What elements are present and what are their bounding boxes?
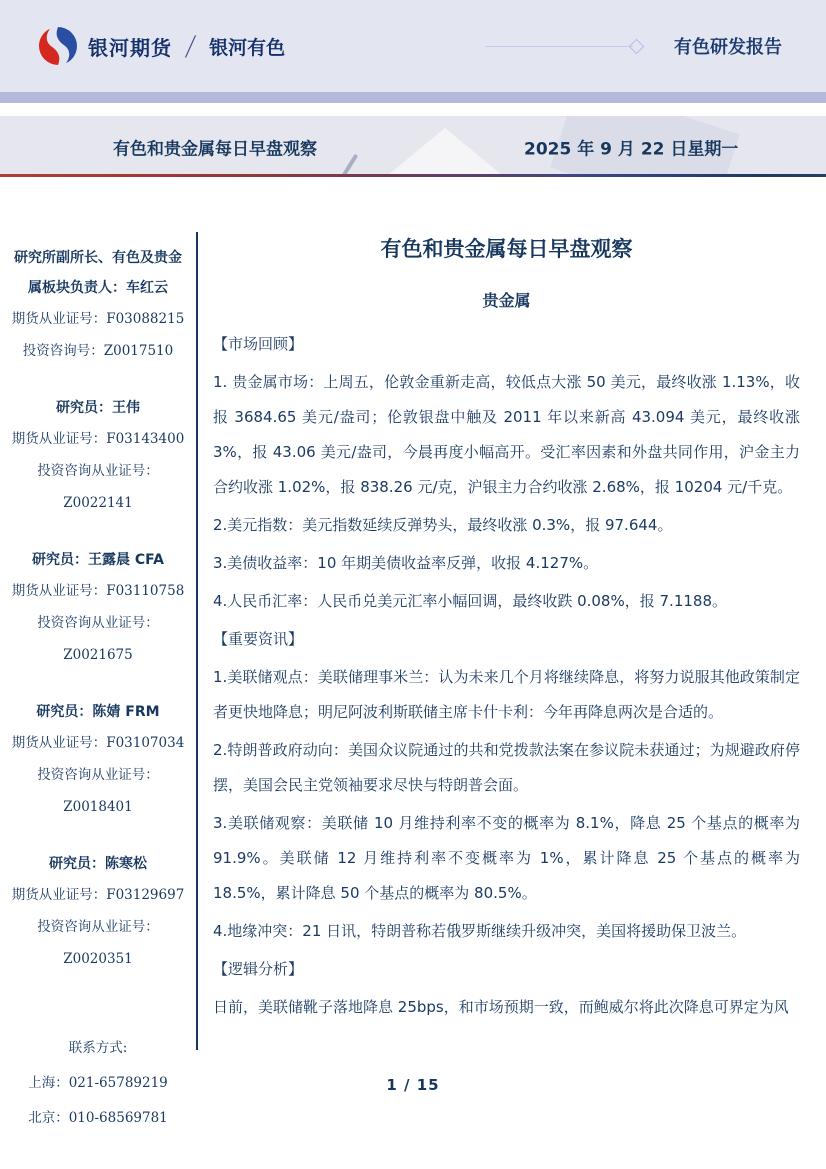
researcher-block <box>2 243 194 367</box>
report-title: 有色和贵金属每日早盘观察 <box>380 237 633 261</box>
credential-line: Z0018401 <box>63 799 133 815</box>
researcher-title: 研究员：王露晨 CFA <box>32 552 164 568</box>
credential-line: 期货从业证号：F03110758 <box>11 583 185 599</box>
researcher-title: 研究员：陈寒松 <box>49 856 147 872</box>
section-heading-market-review: 【市场回顾】 <box>213 335 304 353</box>
researcher-title: 研究员：王伟 <box>56 400 140 416</box>
header-accent-strip <box>0 92 826 103</box>
credential-line: 投资咨询从业证号： <box>37 463 159 479</box>
paragraph: 3.美债收益率：10 年期美债收益率反弹，收报 4.127%。 <box>213 554 599 572</box>
paragraph: 2.美元指数：美元指数延续反弹势头，最终收涨 0.3%，报 97.644。 <box>213 516 673 534</box>
banner-date: 2025 年 9 月 22 日星期一 <box>524 139 739 159</box>
credential-line: Z0021675 <box>63 647 133 663</box>
researcher-block <box>2 849 194 975</box>
report-type-label: 有色研发报告 <box>674 37 782 58</box>
researcher-block <box>2 697 194 823</box>
contact-title: 联系方式: <box>68 1040 128 1056</box>
banner-gradient-rule <box>0 174 826 177</box>
credential-line: 投资咨询号：Z0017510 <box>22 343 174 359</box>
section-heading-logic-analysis: 【逻辑分析】 <box>213 960 304 978</box>
brand-slash-separator: / <box>183 30 198 62</box>
galaxy-logo-icon <box>38 26 78 66</box>
banner-title: 有色和贵金属每日早盘观察 <box>113 139 317 159</box>
paragraph: 4.地缘冲突：21 日讯，特朗普称若俄罗斯继续升级冲突，美国将援助保卫波兰。 <box>213 922 747 940</box>
researcher-block <box>2 393 194 519</box>
credential-line: Z0020351 <box>63 951 133 967</box>
brand-name: 银河期货 <box>88 35 172 60</box>
sidebar-divider <box>196 232 198 1050</box>
contact-phone-shanghai: 上海：021-65789219 <box>28 1075 168 1091</box>
researcher-title: 研究员：陈婧 FRM <box>36 704 160 720</box>
researcher-block <box>2 545 194 671</box>
credential-line: 期货从业证号：F03129697 <box>11 887 185 903</box>
credential-line: Z0022141 <box>63 495 133 511</box>
paragraph: 4.人民币汇率：人民币兑美元汇率小幅回调，最终收跌 0.08%，报 7.1188。 <box>213 592 727 610</box>
report-body <box>213 234 800 1028</box>
page-number: 1 / 15 <box>386 1076 440 1094</box>
paragraph: 3.美联储观察：美联储 10 月维持利率不变的概率为 8.1%，降息 25 个基点的概率为 91.9%。美联储 12 月维持利率不变概率为 1%，累计降息 25 个基点的概率为 18.5%，累计降息 50 个基点的概率为 80.5%。 <box>213 814 800 902</box>
paragraph: 日前，美联储靴子落地降息 25bps，和市场预期一致，而鲍威尔将此次降息可界定为风 <box>213 998 789 1016</box>
contact-phone-beijing: 北京：010-68569781 <box>28 1110 168 1126</box>
page-header <box>0 0 826 92</box>
credential-line: 投资咨询从业证号： <box>37 919 159 935</box>
researcher-sidebar <box>2 243 194 1136</box>
credential-line: 期货从业证号：F03107034 <box>11 735 185 751</box>
credential-line: 期货从业证号：F03143400 <box>11 431 185 447</box>
diamond-icon <box>629 38 645 54</box>
credential-line: 期货从业证号：F03088215 <box>11 311 185 327</box>
section-heading-important-news: 【重要资讯】 <box>213 630 304 648</box>
credential-line: 投资咨询从业证号： <box>37 767 159 783</box>
credential-line: 投资咨询从业证号： <box>37 615 159 631</box>
division-name: 银河有色 <box>209 36 286 59</box>
paragraph: 1.美联储观点：美联储理事米兰：认为未来几个月将继续降息，将努力说服其他政策制定者更快地降息；明尼阿波利斯联储主席卡什卡利：今年再降息两次是合适的。 <box>213 668 800 721</box>
report-subtitle: 贵金属 <box>482 291 531 310</box>
title-banner <box>0 116 826 177</box>
paragraph: 2.特朗普政府动向：美国众议院通过的共和党拨款法案在参议院未获通过；为规避政府停摆，美国会民主党领袖要求尽快与特朗普会面。 <box>213 741 800 794</box>
researcher-title: 研究所副所长、有色及贵金属板块负责人：车红云 <box>14 250 182 296</box>
connector-line <box>485 46 633 47</box>
paragraph: 1. 贵金属市场：上周五，伦敦金重新走高，较低点大涨 50 美元，最终收涨 1.13%，收报 3684.65 美元/盎司；伦敦银盘中触及 2011 年以来新高 43.094 美元，最终收涨 3%，报 43.06 美元/盎司，今晨再度小幅高开。受汇率因素和外盘共同作用，沪金主力合约收涨 1.02%，报 838.26 元/克，沪银主力合约收涨 2.68%，报 10204 元/千克。 <box>213 373 800 496</box>
